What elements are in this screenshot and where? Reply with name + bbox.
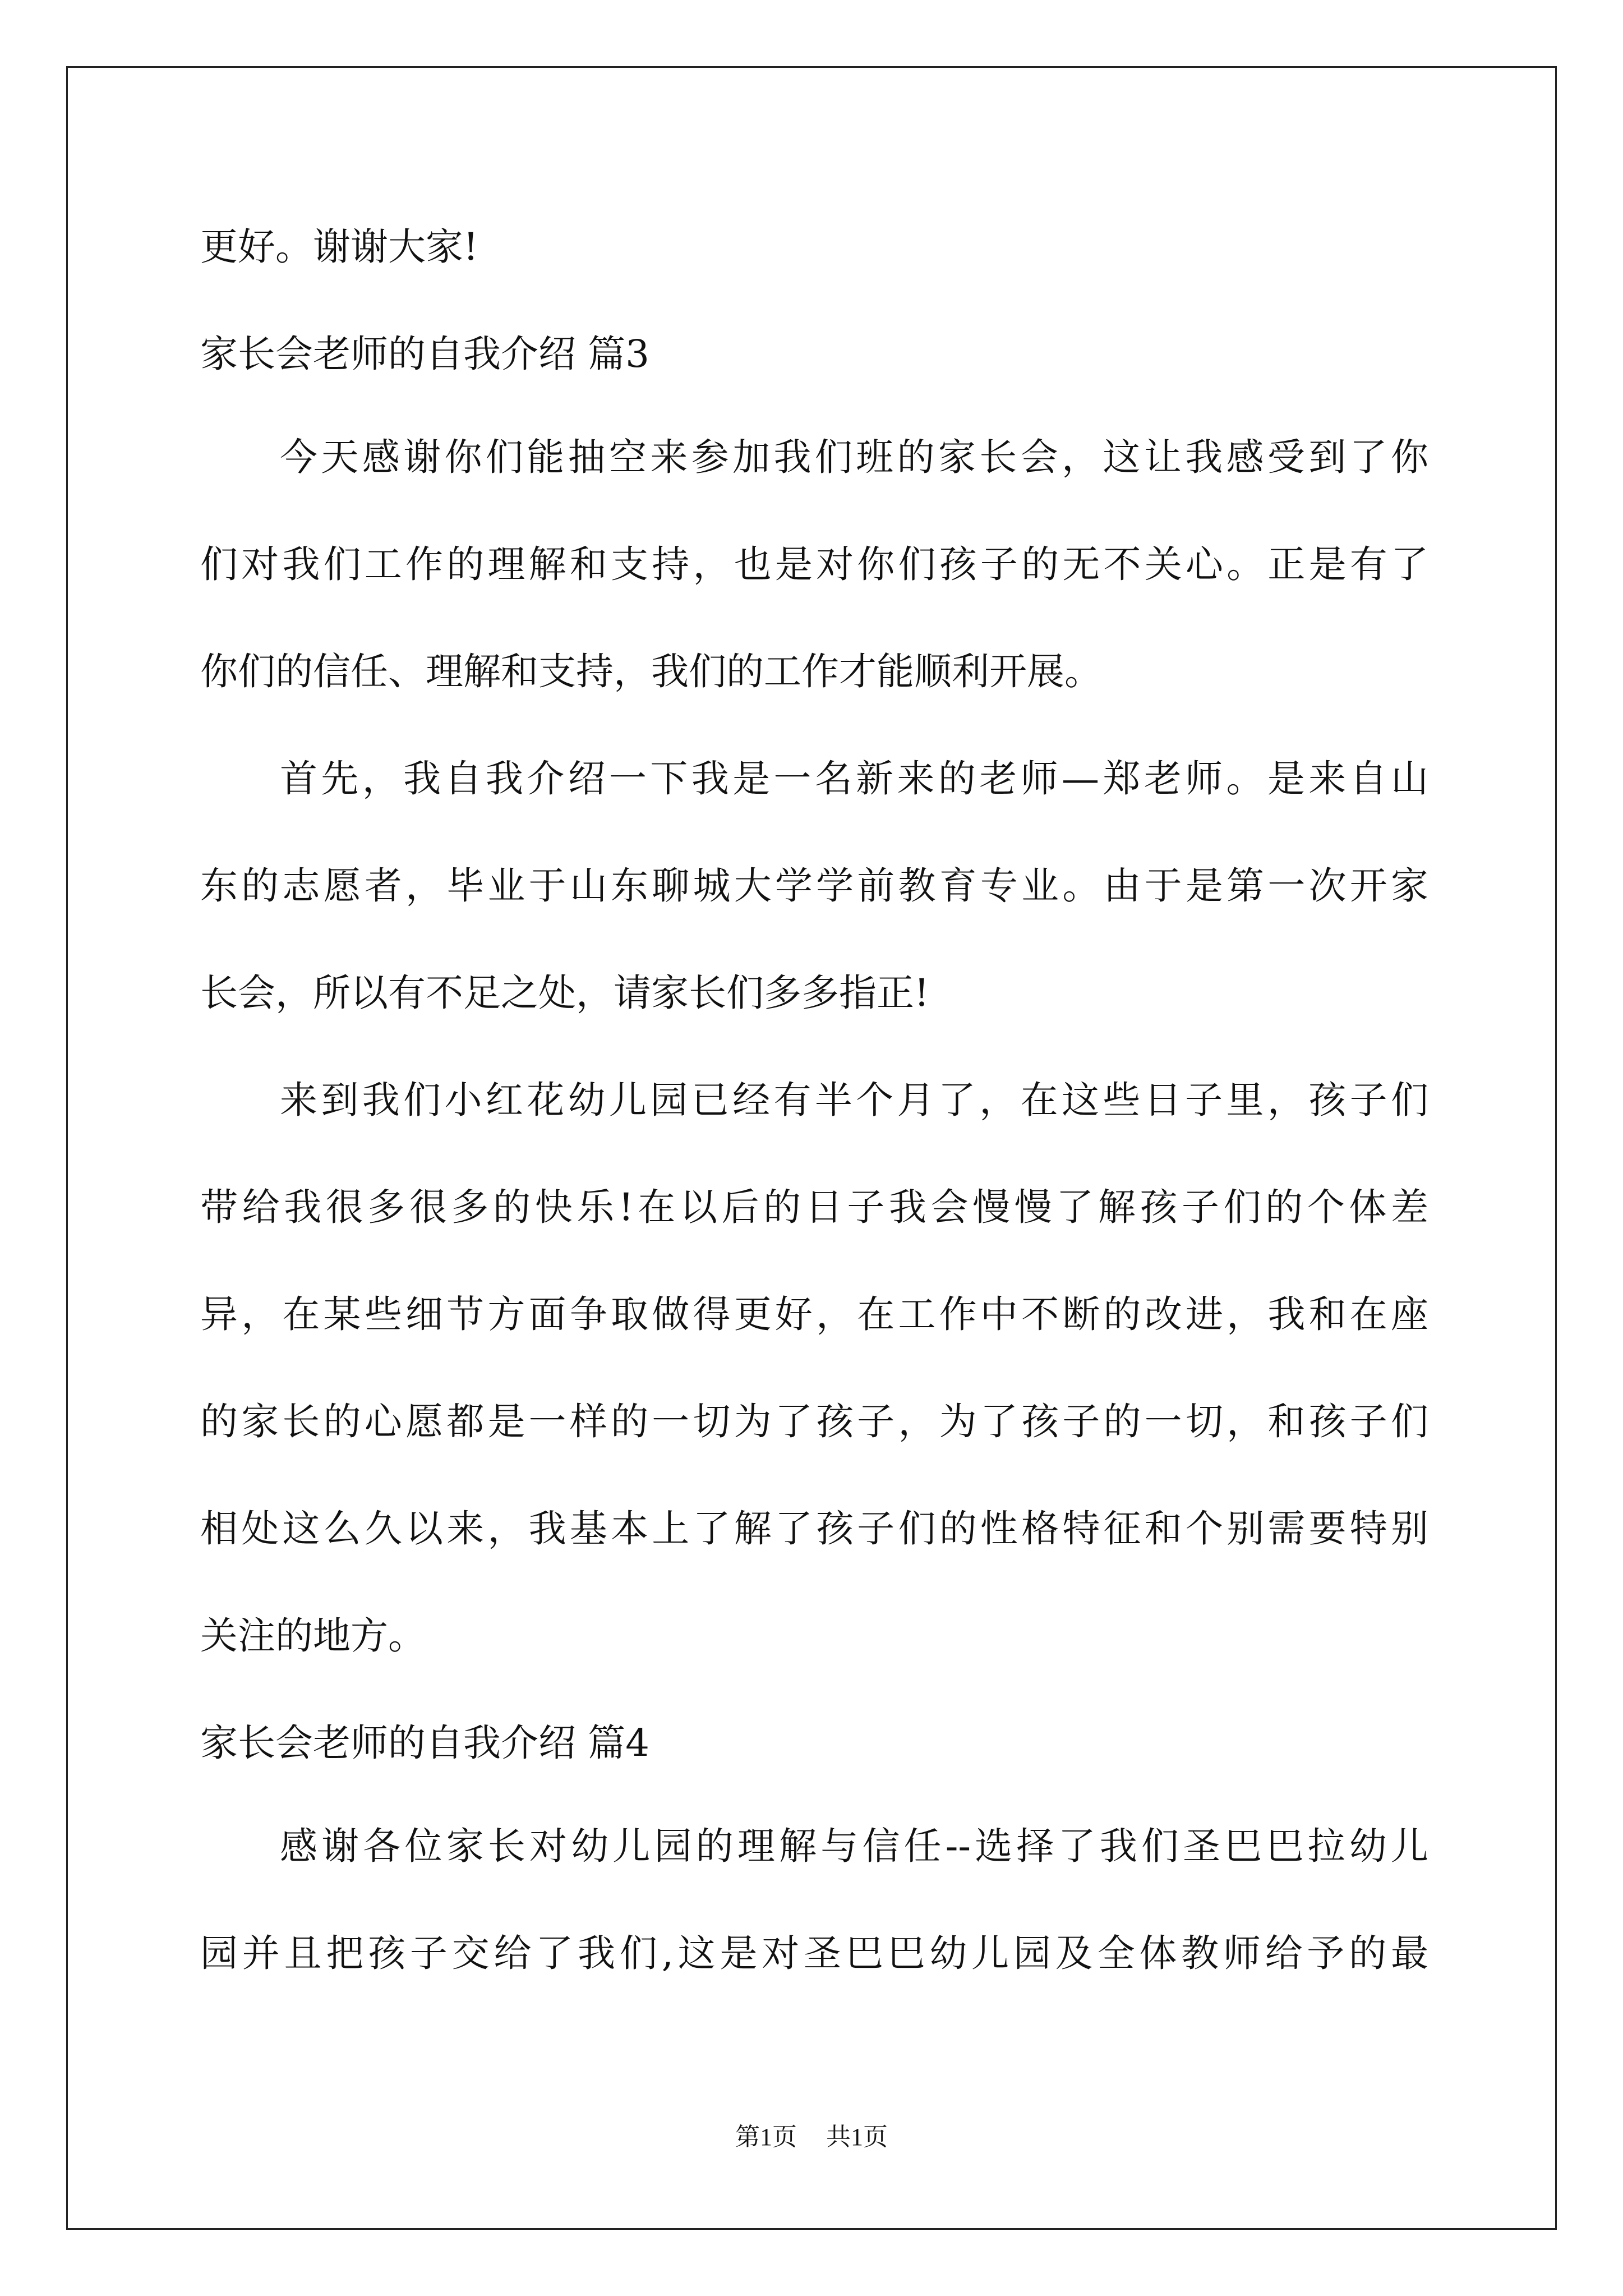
- text-line: 带给我很多很多的快乐!在以后的日子我会慢慢了解孩子们的个体差: [200, 1185, 1428, 1229]
- text-line: 异，在某些细节方面争取做得更好，在工作中不断的改进，我和在座: [200, 1292, 1428, 1336]
- text-line: 首先，我自我介绍一下我是一名新来的老师—郑老师。是来自山: [280, 757, 1428, 800]
- text-line: 长会，所以有不足之处，请家长们多多指正!: [200, 971, 929, 1015]
- text-line: 感谢各位家长对幼儿园的理解与信任--选择了我们圣巴巴拉幼儿: [280, 1824, 1428, 1868]
- section-heading: 家长会老师的自我介绍 篇4: [200, 1721, 649, 1765]
- section-heading: 家长会老师的自我介绍 篇3: [200, 332, 649, 376]
- text-line: 今天感谢你们能抽空来参加我们班的家长会，这让我感受到了你: [280, 435, 1428, 479]
- text-line: 的家长的心愿都是一样的一切为了孩子，为了孩子的一切，和孩子们: [200, 1400, 1428, 1443]
- text-line: 园并且把孩子交给了我们,这是对圣巴巴幼儿园及全体教师给予的最: [200, 1931, 1428, 1975]
- text-line: 东的志愿者，毕业于山东聊城大学学前教育专业。由于是第一次开家: [200, 864, 1428, 908]
- text-line: 来到我们小红花幼儿园已经有半个月了，在这些日子里，孩子们: [280, 1078, 1428, 1122]
- page-total: 共1页: [826, 2123, 888, 2151]
- text-line: 更好。谢谢大家!: [200, 225, 478, 269]
- page-footer: [0, 2120, 1623, 2154]
- text-line: 们对我们工作的理解和支持，也是对你们孩子的无不关心。正是有了: [200, 542, 1428, 586]
- document-body: [200, 213, 1428, 2027]
- text-line: 相处这么久以来，我基本上了解了孩子们的性格特征和个别需要特别: [200, 1507, 1428, 1550]
- text-line: 你们的信任、理解和支持，我们的工作才能顺利开展。: [200, 650, 1102, 693]
- text-line: 关注的地方。: [200, 1614, 426, 1658]
- page-number: 第1页: [735, 2123, 797, 2151]
